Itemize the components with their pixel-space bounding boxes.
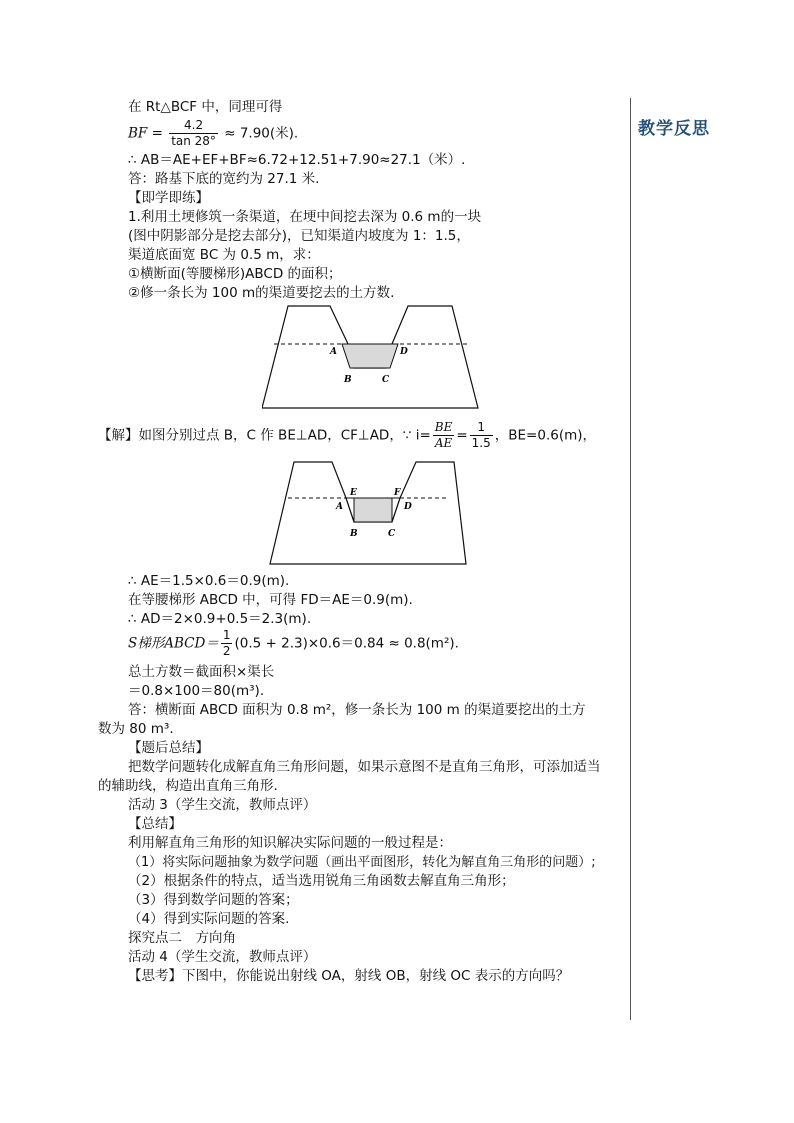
- text-line: ∴ AB＝AE+EF+BF≈6.72+12.51+7.90≈27.1（米）.: [128, 152, 466, 168]
- text-line: 渠道底面宽 BC 为 0.5 m，求：: [128, 247, 320, 263]
- area-lhs: S梯形ABCD＝: [128, 635, 219, 652]
- bf-formula: [128, 118, 298, 149]
- ratio-denominator: 1.5: [471, 436, 491, 450]
- bf-lhs: BF =: [128, 125, 163, 142]
- bf-numerator: 4.2: [169, 118, 218, 134]
- solution-line: [98, 420, 596, 451]
- label-D: D: [400, 347, 408, 357]
- half-numerator: 1: [222, 628, 231, 642]
- text-line: (图中阴影部分是挖去部分)，已知渠道内坡度为 1：1.5，: [128, 228, 470, 244]
- solution-text-b: ，BE=0.6(m)，: [494, 427, 597, 444]
- bf-denominator: tan 28°: [171, 134, 216, 148]
- text-line: 活动 4（学生交流，教师点评）: [128, 949, 317, 965]
- text-line: ①横断面(等腰梯形)ABCD 的面积；: [128, 266, 342, 282]
- text-line: ∴ AD＝2×0.9+0.5＝2.3(m).: [128, 611, 312, 627]
- text-line: 的辅助线，构造出直角三角形.: [98, 778, 278, 794]
- column-divider: [630, 98, 631, 1020]
- text-line: ②修一条长为 100 m的渠道要挖去的土方数.: [128, 285, 395, 301]
- bf-rhs: ≈ 7.90(米).: [224, 125, 299, 142]
- solution-text-a: 【解】如图分别过点 B，C 作 BE⊥AD，CF⊥AD，∵ i=: [98, 427, 431, 444]
- text-line: 活动 3（学生交流，教师点评）: [128, 797, 317, 813]
- half-denominator: 2: [222, 644, 231, 658]
- text-line: 在 Rt△BCF 中，同理可得: [128, 99, 283, 115]
- label-F: F: [394, 488, 401, 498]
- text-line: （3）得到数学问题的答案；: [128, 892, 299, 908]
- label-B: B: [350, 529, 358, 539]
- text-line: （1）将实际问题抽象为数学问题（画出平面图形，转化为解直角三角形的问题）;: [128, 855, 596, 870]
- text-line: 答：路基下底的宽约为 27.1 米.: [128, 171, 320, 187]
- half-fraction: [221, 628, 233, 659]
- label-A: A: [336, 502, 343, 512]
- text-line: 利用解直角三角形的知识解决实际问题的一般过程是：: [128, 835, 452, 851]
- area-rhs: (0.5 + 2.3)×0.6＝0.84 ≈ 0.8(m²).: [234, 635, 459, 652]
- channel-figure-2: [268, 460, 468, 568]
- channel-figure-1: [262, 302, 482, 410]
- text-line: （2）根据条件的特点，适当选用锐角三角函数去解直角三角形；: [128, 873, 515, 889]
- section-heading: 探究点二 方向角: [128, 930, 236, 946]
- text-line: ∴ AE＝1.5×0.6＝0.9(m).: [128, 573, 290, 589]
- label-C: C: [382, 375, 390, 385]
- slope-numerator: BE: [434, 420, 453, 434]
- text-line: 把数学问题转化成解直角三角形问题，如果示意图不是直角三角形，可添加适当: [128, 759, 601, 775]
- ratio-fraction: [470, 420, 493, 451]
- equals-sign: =: [456, 427, 468, 444]
- label-B: B: [344, 375, 352, 385]
- bf-fraction: [169, 118, 218, 149]
- section-label: 【题后总结】: [128, 740, 209, 756]
- text-line: 答：横断面 ABCD 面积为 0.8 m²，修一条长为 100 m 的渠道要挖出的土方: [128, 702, 586, 718]
- slope-fraction: [433, 420, 455, 451]
- section-label: 【总结】: [128, 816, 182, 832]
- text-line: 总土方数＝截面积×渠长: [128, 664, 275, 680]
- section-label: 【即学即练】: [128, 190, 209, 206]
- text-line: ＝0.8×100＝80(m³).: [128, 683, 265, 699]
- label-D: D: [404, 502, 412, 512]
- slope-denominator: AE: [434, 436, 453, 450]
- ratio-numerator: 1: [470, 420, 493, 436]
- text-line: 1.利用土埂修筑一条渠道，在埂中间挖去深为 0.6 m的一块: [128, 209, 482, 225]
- text-line: 【思考】下图中，你能说出射线 OA，射线 OB，射线 OC 表示的方向吗？: [128, 968, 570, 984]
- text-line: 数为 80 m³.: [98, 721, 174, 737]
- area-formula: [128, 628, 459, 659]
- label-A: A: [330, 347, 337, 357]
- text-line: （4）得到实际问题的答案.: [128, 911, 290, 927]
- label-E: E: [350, 488, 357, 498]
- label-C: C: [388, 529, 396, 539]
- reflection-heading: 教学反思: [638, 119, 710, 139]
- text-line: 在等腰梯形 ABCD 中，可得 FD＝AE＝0.9(m).: [128, 592, 413, 608]
